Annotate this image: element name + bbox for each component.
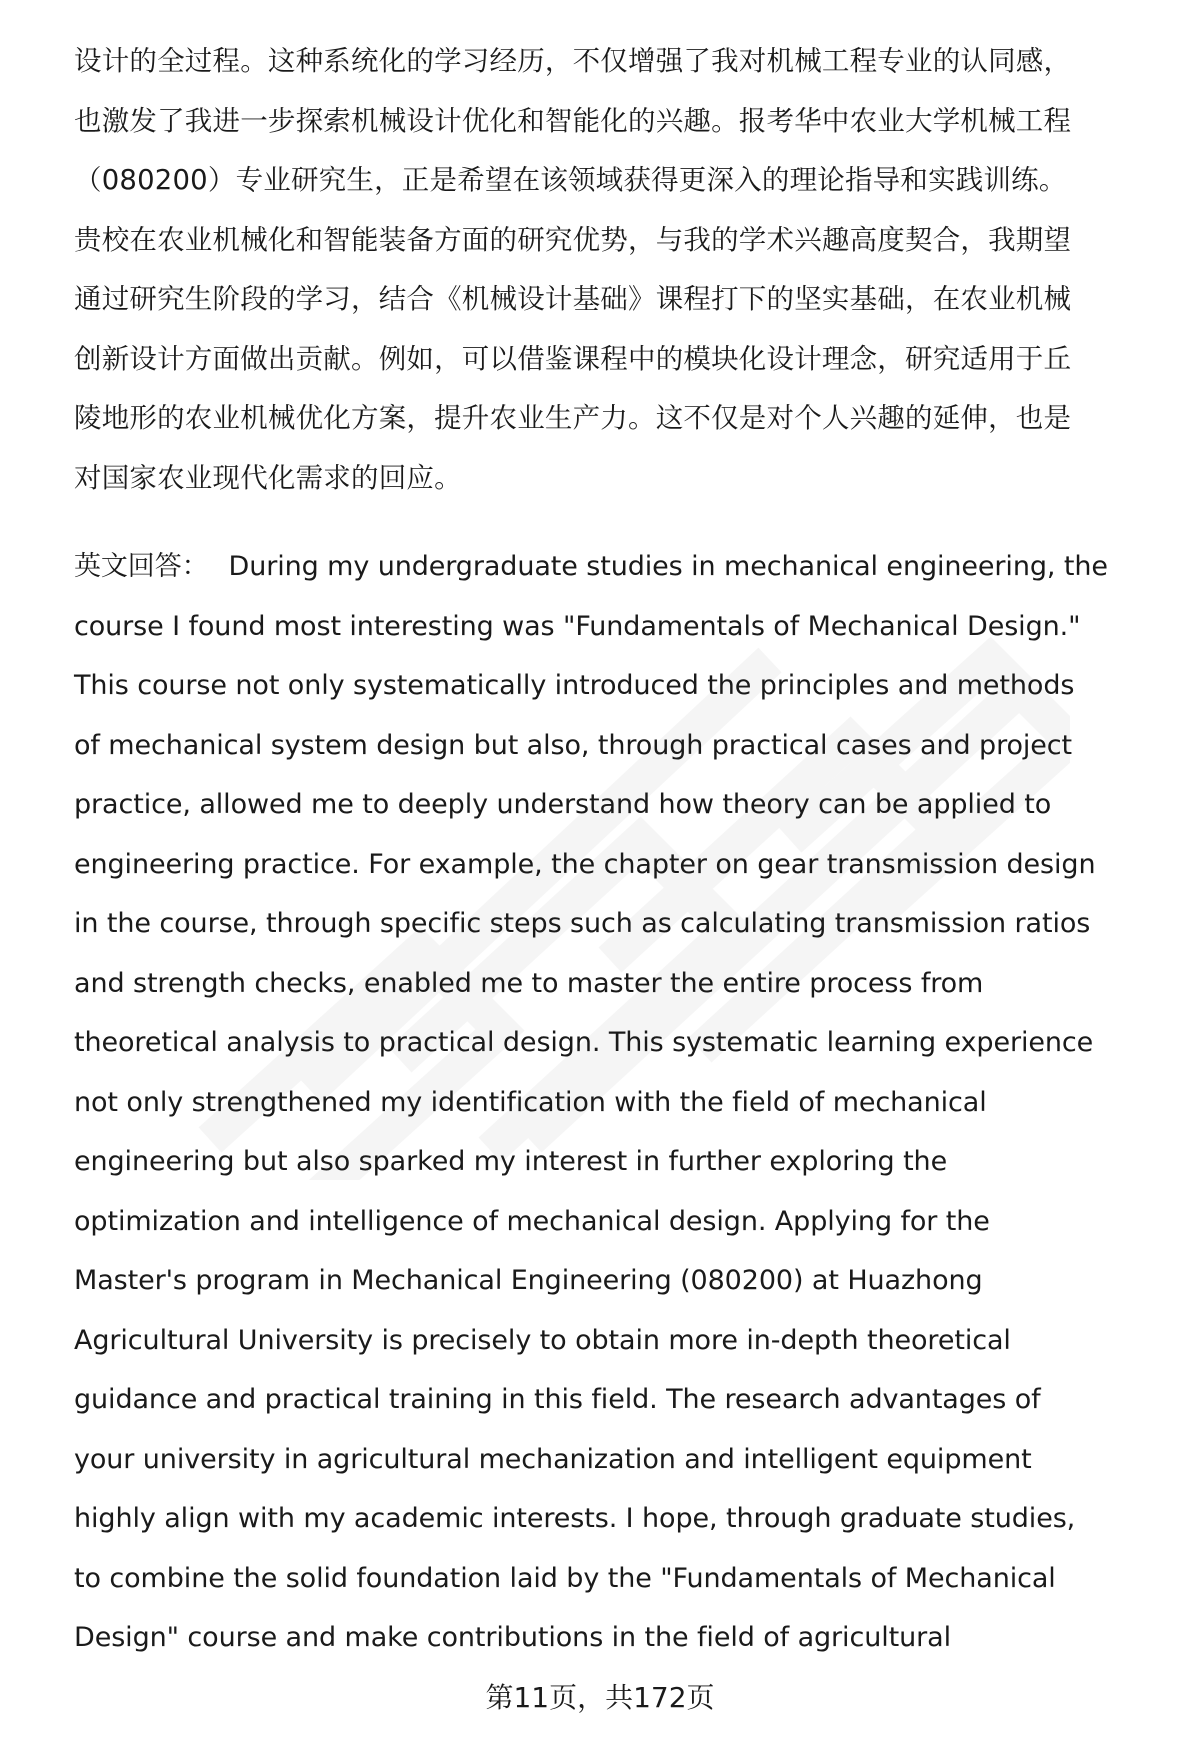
english-line: optimization and intelligence of mechanical design. Applying for the: [74, 1205, 990, 1237]
english-line: This course not only systematically introduced the principles and methods: [74, 670, 1075, 701]
english-line: not only strengthened my identification with the field of mechanical: [74, 1086, 987, 1118]
english-answer-label: 英文回答：: [74, 551, 209, 582]
english-line: and strength checks, enabled me to master the entire process from: [74, 967, 984, 999]
page-number: 第11页，共172页: [485, 1681, 715, 1714]
document-body: [74, 32, 1164, 1668]
english-line: your university in agricultural mechanization and intelligent equipment: [74, 1443, 1032, 1475]
chinese-line: 贵校在农业机械化和智能装备方面的研究优势，与我的学术兴趣高度契合，我期望: [74, 223, 1072, 256]
english-line: in the course, through specific steps such as calculating transmission ratios: [74, 908, 1091, 939]
english-line: Agricultural University is precisely to obtain more in-depth theoretical: [74, 1324, 1011, 1356]
chinese-line: 通过研究生阶段的学习，结合《机械设计基础》课程打下的坚实基础，在农业机械: [74, 283, 1072, 315]
english-line: to combine the solid foundation laid by the "Fundamentals of Mechanical: [74, 1562, 1056, 1594]
english-line: highly align with my academic interests. I hope, through graduate studies,: [74, 1503, 1076, 1534]
english-line: Design" course and make contributions in the field of agricultural: [74, 1622, 951, 1653]
chinese-line: 创新设计方面做出贡献。例如，可以借鉴课程中的模块化设计理念，研究适用于丘: [74, 342, 1072, 375]
chinese-line: （080200）专业研究生，正是希望在该领域获得更深入的理论指导和实践训练。: [74, 164, 1067, 196]
chinese-paragraph: [74, 32, 1164, 508]
chinese-line: 对国家农业现代化需求的回应。: [74, 461, 462, 494]
english-line: guidance and practical training in this field. The research advantages of: [74, 1384, 1041, 1415]
english-answer: [74, 537, 1164, 1668]
english-line: Master's program in Mechanical Engineering (080200) at Huazhong: [74, 1265, 983, 1296]
page-footer: [0, 1678, 1200, 1718]
chinese-line: 陵地形的农业机械优化方案，提升农业生产力。这不仅是对个人兴趣的延伸，也是: [74, 402, 1072, 434]
english-line: theoretical analysis to practical design. This systematic learning experience: [74, 1027, 1094, 1058]
chinese-line: 也激发了我进一步探索机械设计优化和智能化的兴趣。报考华中农业大学机械工程: [74, 104, 1072, 137]
english-line: engineering practice. For example, the chapter on gear transmission design: [74, 848, 1096, 880]
english-line: of mechanical system design but also, through practical cases and project: [74, 729, 1073, 761]
english-line: engineering but also sparked my interest in further exploring the: [74, 1146, 948, 1177]
english-first-line: [74, 537, 1164, 597]
english-line: practice, allowed me to deeply understand how theory can be applied to: [74, 789, 1052, 820]
chinese-line: 设计的全过程。这种系统化的学习经历，不仅增强了我对机械工程专业的认同感，: [74, 45, 1072, 77]
english-line: course I found most interesting was "Fundamentals of Mechanical Design.": [74, 610, 1081, 642]
english-line: During my undergraduate studies in mechanical engineering, the: [228, 551, 1108, 582]
